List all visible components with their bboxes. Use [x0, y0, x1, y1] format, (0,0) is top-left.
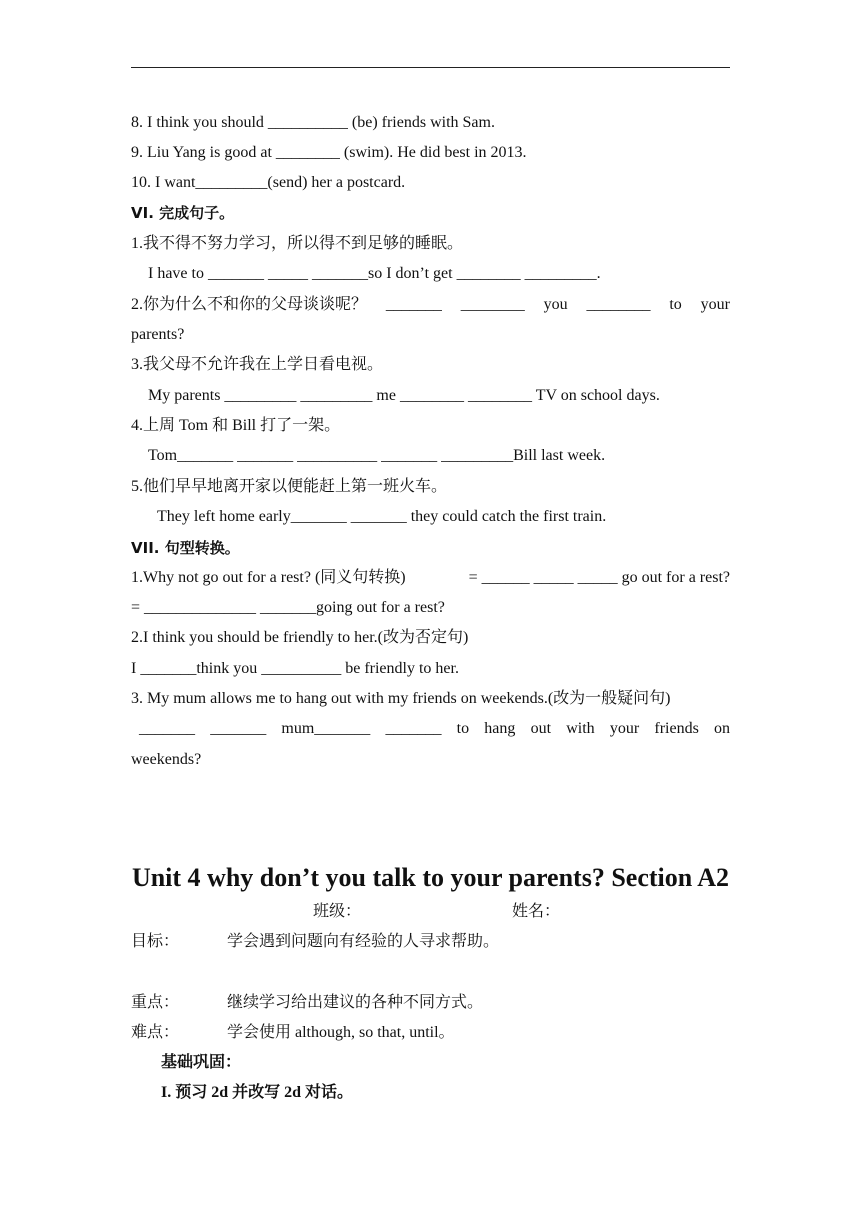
word: to [456, 720, 470, 737]
word: out [530, 720, 552, 737]
word: to [669, 296, 682, 313]
transform-1-answer: = ______ _____ _____ go out for a rest? [468, 569, 730, 586]
sentence-2-tail: parents? [131, 326, 185, 343]
transform-1-line [131, 568, 730, 588]
exercise-item-9: 9. Liu Yang is good at ________ (swim). He did best in 2013. [131, 144, 527, 161]
name-label: 姓名： [512, 903, 561, 920]
exercise-item-10: 10. I want_________(send) her a postcard. [131, 174, 406, 191]
sentence-5-english: They left home early_______ _______ they could catch the first train. [157, 508, 607, 525]
header-rule [131, 67, 730, 68]
word: friends [654, 720, 699, 737]
word: your [700, 296, 730, 313]
goal-text: 学会遇到问题向有经验的人寻求帮助。 [227, 933, 500, 950]
transform-2-question: 2.I think you should be friendly to her.(改为否定句) [131, 629, 469, 646]
section-vii-heading: VII. 句型转换。 [131, 539, 240, 557]
sentence-3-chinese: 3.我父母不允许我在上学日看电视。 [131, 356, 384, 373]
blank: _______ [385, 720, 442, 737]
sentence-2-chinese: 2.你为什么不和你的父母谈谈呢？ [131, 296, 368, 313]
word: mum_______ [281, 720, 371, 737]
transform-3-answer [139, 719, 730, 739]
difficulty-text: 学会使用 although, so that, until。 [227, 1024, 455, 1041]
transform-1-question: 1.Why not go out for a rest? (同义句转换) [131, 569, 406, 586]
section-vi-heading: VI. 完成句子。 [131, 204, 235, 222]
basic-consolidation-heading: 基础巩固： [161, 1054, 242, 1071]
sentence-1-english: I have to _______ _____ _______so I don’t get ________ _________. [148, 265, 601, 282]
task-1-heading: I. 预习 2d 并改写 2d 对话。 [161, 1084, 354, 1101]
goal-label: 目标： [131, 933, 180, 950]
word: on [714, 720, 730, 737]
word: with [566, 720, 595, 737]
blank: _______ [210, 720, 267, 737]
sentence-4-english: Tom_______ _______ __________ _______ _________Bill last week. [148, 447, 606, 464]
blank: ________ [586, 296, 651, 313]
word: your [609, 720, 640, 737]
sentence-4-chinese: 4.上周 Tom 和 Bill 打了一架。 [131, 417, 341, 434]
blank: ________ [460, 296, 525, 313]
sentence-1-chinese: 1.我不得不努力学习，所以得不到足够的睡眠。 [131, 235, 464, 252]
sentence-2-line [131, 295, 730, 315]
transform-1-alt: = ______________ _______going out for a rest? [131, 599, 445, 616]
blank: _______ [385, 296, 442, 313]
word: you [543, 296, 568, 313]
key-point-label: 重点： [131, 994, 180, 1011]
sentence-3-english: My parents _________ _________ me ________ ________ TV on school days. [148, 387, 660, 404]
word: hang [484, 720, 516, 737]
difficulty-label: 难点： [131, 1024, 180, 1041]
unit-title: Unit 4 why don’t you talk to your parents? Section A2 [131, 863, 730, 892]
transform-3-question: 3. My mum allows me to hang out with my friends on weekends.(改为一般疑问句) [131, 690, 671, 707]
transform-2-answer: I _______think you __________ be friendly to her. [131, 660, 459, 677]
sentence-5-chinese: 5.他们早早地离开家以便能赶上第一班火车。 [131, 478, 448, 495]
key-point-text: 继续学习给出建议的各种不同方式。 [227, 994, 484, 1011]
transform-3-tail: weekends? [131, 751, 202, 768]
blank: _______ [139, 720, 195, 737]
class-label: 班级： [313, 903, 362, 920]
exercise-item-8: 8. I think you should __________ (be) friends with Sam. [131, 114, 495, 131]
